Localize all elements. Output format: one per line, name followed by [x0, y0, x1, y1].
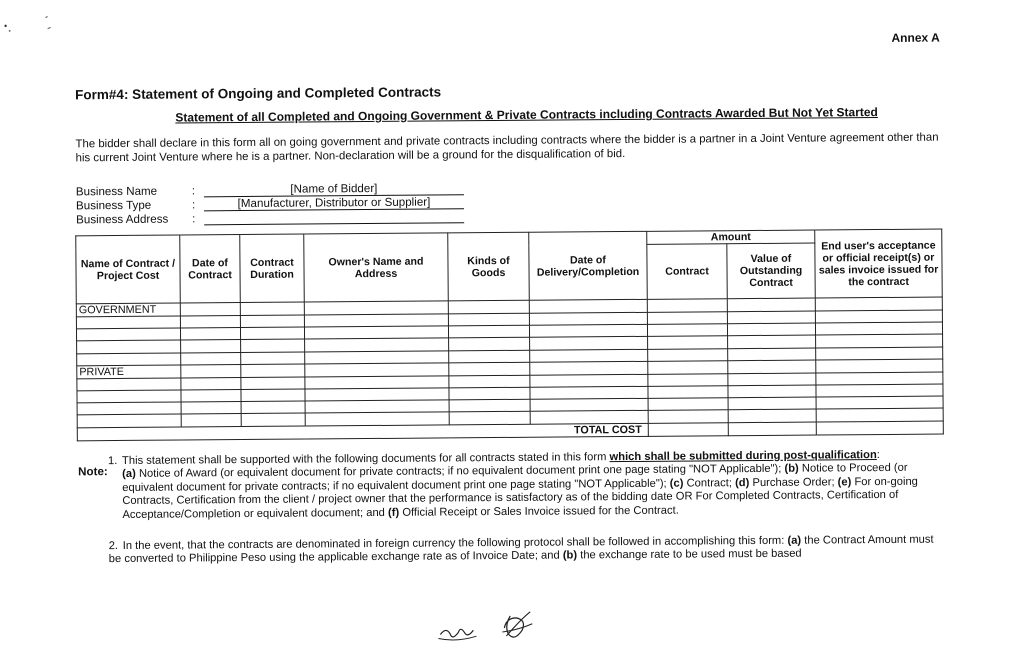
note-1-body — [108, 462, 948, 522]
note-2-item-b: (b) — [562, 549, 578, 562]
col-header-date: Date of Contract — [180, 235, 241, 303]
note-label: Note: — [78, 465, 108, 479]
business-address-label: Business Address — [76, 212, 169, 227]
total-cost-label: TOTAL COST — [77, 423, 648, 440]
item-e: (e) — [837, 476, 852, 489]
business-name-value: [Name of Bidder] — [290, 181, 378, 196]
business-info — [76, 182, 476, 227]
form-subtitle: Statement of all Completed and Ongoing Government & Private Contracts including Contracts Awarded But Not Yet Started — [175, 105, 878, 125]
note-1-emphasis: which shall be submitted during post-qualification — [609, 449, 877, 464]
business-type-label: Business Type — [75, 198, 152, 213]
note-1-text: This statement shall be supported with the following documents for all contracts stated in this form — [121, 451, 610, 467]
note-2-item-a: (a) — [787, 534, 802, 547]
col-header-owner: Owner's Name and Address — [304, 233, 449, 302]
item-d: (d) — [735, 476, 750, 489]
note-2-text: In the event, that the contracts are denominated in foreign currency the following protocol shall be followed in accomplishing this form: — [122, 534, 788, 552]
colon: : — [191, 198, 196, 212]
note-item-1 — [108, 448, 949, 522]
intro-paragraph: The bidder shall declare in this form all on going government and private contracts including contracts where the bidder is a partner in a Joint Venture agreement other than his current Joint Venture where he is a partner. Non-declaration will be a ground for the disqualification of bid. — [75, 131, 939, 165]
private-label: PRIVATE — [77, 365, 181, 379]
blank-line — [204, 222, 464, 225]
col-header-delivery: Date of Delivery/Completion — [529, 231, 648, 300]
col-header-duration: Contract Duration — [240, 234, 305, 303]
colon: : — [192, 212, 196, 226]
note-2-item-b-text: the exchange rate to be used must be based — [577, 548, 802, 562]
note-1-number: 1. — [107, 455, 118, 468]
item-c: (c) — [669, 477, 684, 490]
col-header-name: Name of Contract / Project Cost — [76, 235, 181, 304]
item-f-text: Official Receipt or Sales Invoice issued for the Contract. — [399, 504, 679, 519]
col-header-contract: Contract — [647, 244, 727, 300]
item-f: (f) — [387, 506, 400, 519]
form-title: Form#4: Statement of Ongoing and Completed Contracts — [75, 84, 442, 103]
item-a-text: Notice of Award (or equivalent document for private contracts; if no equivalent document print one page stating "NOT Applicable"); — [135, 463, 785, 481]
note-2-item-a-text: the Contract Amount must be converted to Philippine Peso using the applicable exchange rate as of Invoice Date; and — [108, 533, 934, 566]
scan-specks — [2, 13, 62, 35]
colon: : — [191, 184, 196, 198]
item-c-text: Contract; — [683, 476, 736, 490]
handwritten-initials — [432, 606, 552, 653]
business-address-row — [76, 210, 476, 227]
item-d-text: Purchase Order; — [749, 476, 838, 489]
item-b-text: Notice to Proceed (or equivalent document for private contracts; if no equivalent document print one page stating "NOT Applicable"); — [122, 462, 908, 494]
col-header-enduser: End user's acceptance or official receipt(s) or sales invoice issued for the contract — [815, 229, 943, 298]
note-2-number: 2. — [108, 540, 119, 553]
business-name-label: Business Name — [75, 184, 158, 199]
business-type-value: [Manufacturer, Distributor or Supplier] — [237, 195, 431, 211]
contracts-table — [75, 229, 944, 441]
col-header-amount: Amount — [647, 230, 815, 244]
note-1-colon: : — [876, 449, 880, 462]
annex-label: Annex A — [891, 30, 940, 45]
col-header-kinds: Kinds of Goods — [448, 232, 530, 301]
government-label: GOVERNMENT — [76, 303, 180, 317]
col-header-outstanding: Value of Outstanding Contract — [727, 243, 815, 299]
note-item-2 — [109, 533, 949, 566]
item-b: (b) — [784, 463, 799, 476]
item-e-text: For on-going Contracts, Certification from the client / project owner that the performance is satisfactory as of the bidding date OR For Completed Contracts, Certification of Acceptance/Completion or equivalent document; and — [122, 475, 918, 521]
item-a: (a) — [122, 468, 136, 481]
